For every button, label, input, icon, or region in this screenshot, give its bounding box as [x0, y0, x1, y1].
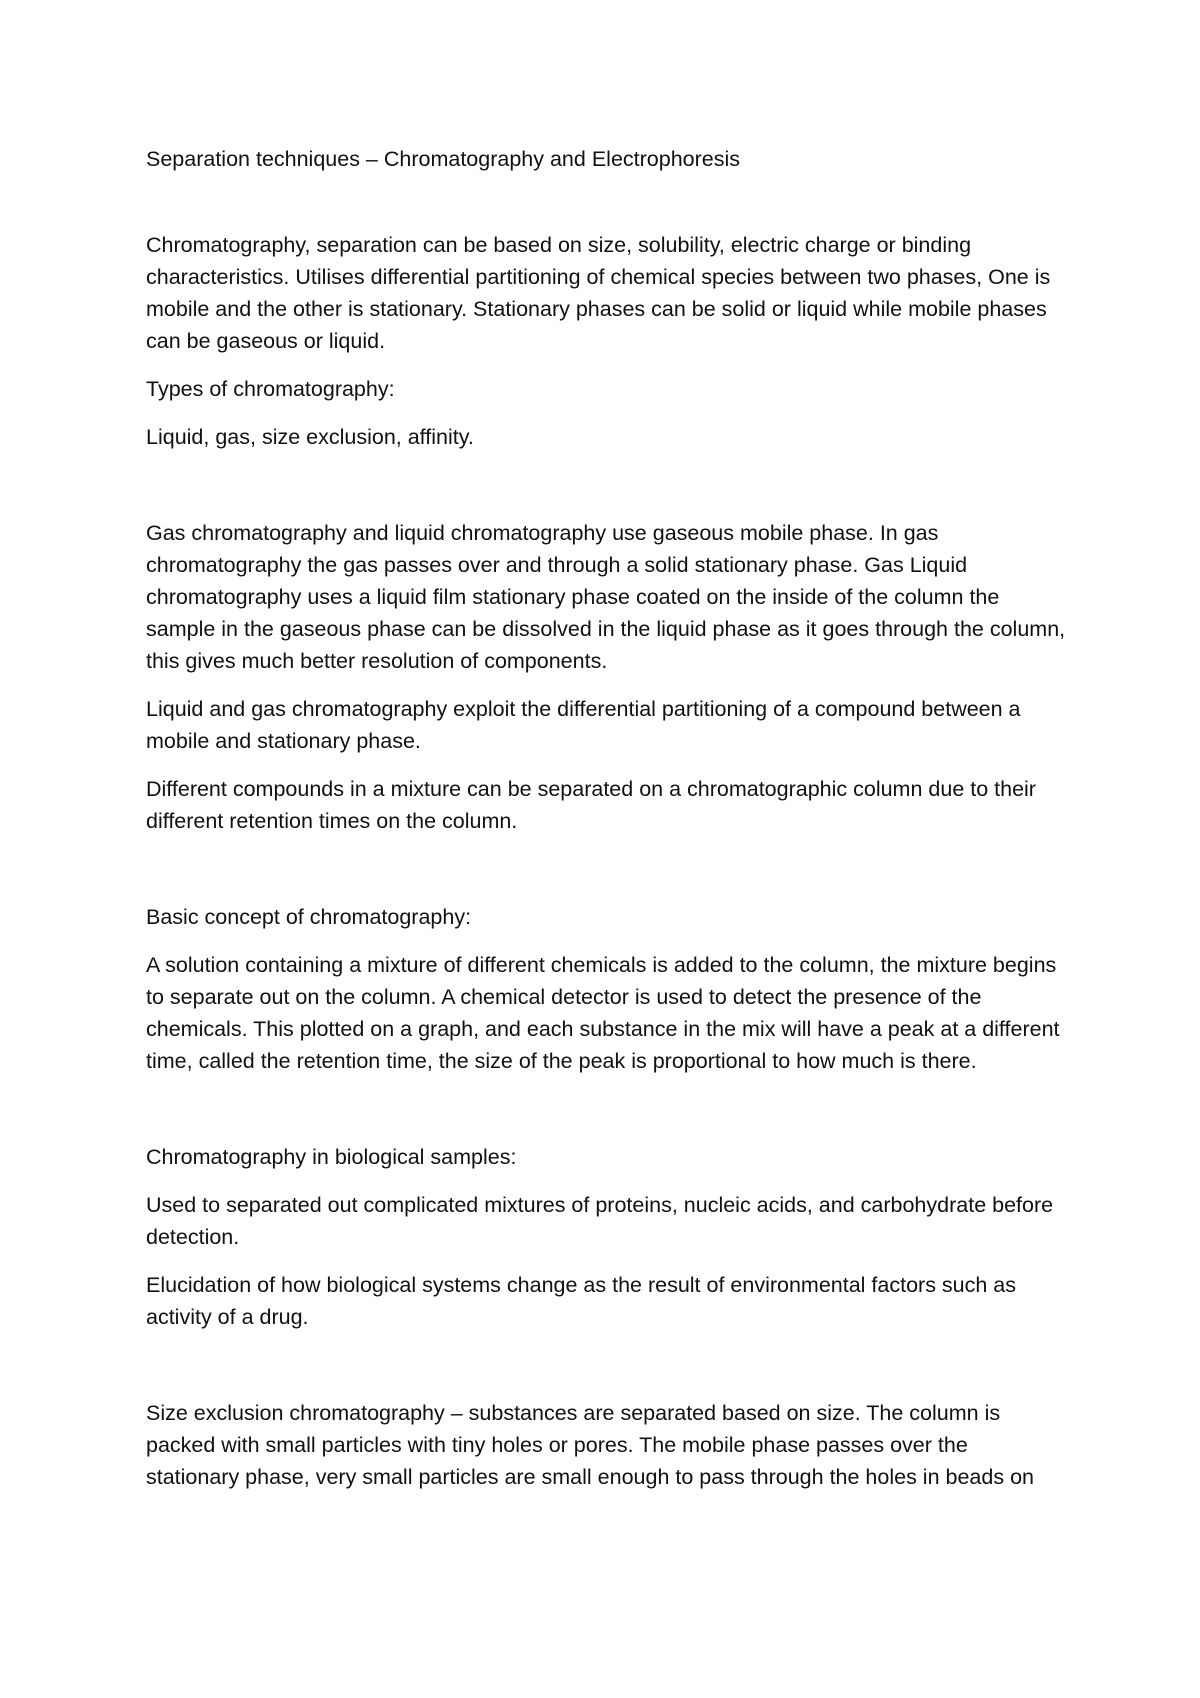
document-body — [146, 143, 1066, 1493]
paragraph-basic-concept-heading: Basic concept of chromatography: — [146, 905, 472, 929]
paragraph-types-heading: Types of chromatography: — [146, 377, 395, 401]
document-title: Separation techniques – Chromatography and Electrophoresis — [146, 147, 741, 171]
paragraph-size-exclusion: Size exclusion chromatography – substances are separated based on size. The column is packed with small particles with tiny holes or pores. The mobile phase passes over the stationary phase, very small particles are small enough to pass through the holes in beads on — [146, 1401, 1034, 1489]
paragraph-partitioning: Liquid and gas chromatography exploit the differential partitioning of a compound between a mobile and stationary phase. — [146, 697, 1021, 753]
paragraph-elucidation: Elucidation of how biological systems change as the result of environmental factors such as activity of a drug. — [146, 1273, 1017, 1329]
paragraph-basic-concept: A solution containing a mixture of different chemicals is added to the column, the mixture begins to separate out on the column. A chemical detector is used to detect the presence of the chemicals. This plotted on a graph, and each substance in the mix will have a peak at a different time, called the retention time, the size of the peak is proportional to how much is there. — [146, 953, 1060, 1073]
paragraph-retention-times: Different compounds in a mixture can be separated on a chromatographic column due to their different retention times on the column. — [146, 777, 1036, 833]
paragraph-gas-liquid: Gas chromatography and liquid chromatography use gaseous mobile phase. In gas chromatography the gas passes over and through a solid stationary phase. Gas Liquid chromatography uses a liquid film stationary phase coated on the inside of the column the sample in the gaseous phase can be dissolved in the liquid phase as it goes through the column, this gives much better resolution of components. — [146, 521, 1066, 673]
paragraph-types-list: Liquid, gas, size exclusion, affinity. — [146, 425, 474, 449]
paragraph-biological-heading: Chromatography in biological samples: — [146, 1145, 517, 1169]
paragraph-biological-use: Used to separated out complicated mixtures of proteins, nucleic acids, and carbohydrate before detection. — [146, 1193, 1054, 1249]
paragraph-chromatography-intro: Chromatography, separation can be based on size, solubility, electric charge or binding characteristics. Utilises differential partitioning of chemical species between two phases, One is mobile and the other is stationary. Stationary phases can be solid or liquid while mobile phases can be gaseous or liquid. — [146, 233, 1051, 353]
